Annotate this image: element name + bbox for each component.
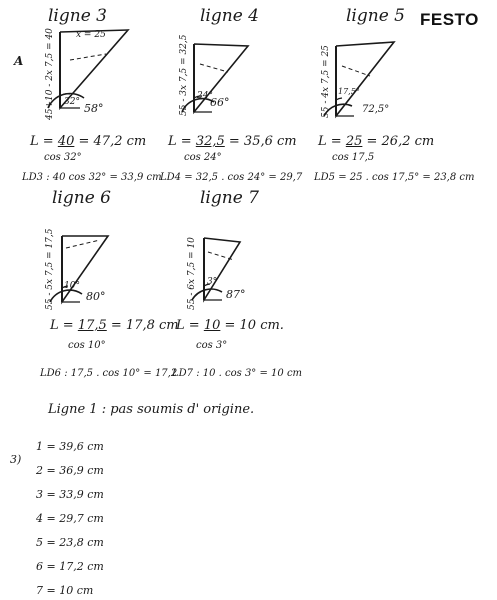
formula-denominator-ligne-5: cos 17,5 bbox=[332, 152, 375, 163]
formula-result: = 10 cm. bbox=[224, 318, 284, 333]
result-line-2: 2 = 36,9 cm bbox=[36, 464, 104, 477]
formula-numerator: 10 bbox=[203, 318, 221, 333]
length-formula-ligne-6 bbox=[50, 318, 179, 333]
inner-angle-ligne-5: 17,5° bbox=[338, 87, 360, 96]
triangle-diagram-ligne-5 bbox=[318, 24, 413, 124]
length-formula-ligne-3 bbox=[30, 134, 146, 149]
formula-prefix: L = bbox=[30, 134, 54, 149]
formula-result: = 26,2 cm bbox=[366, 134, 435, 149]
figure-title-ligne-5: ligne 5 bbox=[346, 6, 405, 26]
formula-denominator-ligne-3: cos 32° bbox=[44, 152, 82, 163]
formula-numerator: 32,5 bbox=[195, 134, 225, 149]
formula-numerator: 25 bbox=[345, 134, 363, 149]
result-line-1: 1 = 39,6 cm bbox=[36, 440, 104, 453]
result-line-3: 3 = 33,9 cm bbox=[36, 488, 104, 501]
figure-title-ligne-6: ligne 6 bbox=[52, 188, 111, 208]
ld-calc-ligne-6: LD6 : 17,5 . cos 10° = 17,2 bbox=[40, 368, 178, 379]
outer-angle-ligne-6: 80° bbox=[86, 290, 106, 303]
formula-prefix: L = bbox=[50, 318, 74, 333]
ld-calc-ligne-5: LD5 = 25 . cos 17,5° = 23,8 cm bbox=[314, 172, 475, 183]
outer-angle-ligne-7: 87° bbox=[226, 288, 246, 301]
triangle-diagram-ligne-3 bbox=[40, 24, 155, 120]
ligne1-note: Ligne 1 : pas soumis d' origine. bbox=[48, 402, 255, 417]
formula-denominator-ligne-7: cos 3° bbox=[196, 340, 228, 351]
side-label-ligne-3: 45+10 - 2x 7,5 = 40 bbox=[45, 28, 55, 120]
triangle-diagram-ligne-4 bbox=[178, 24, 268, 120]
triangle-diagram-ligne-6 bbox=[38, 218, 138, 314]
length-formula-ligne-7 bbox=[176, 318, 284, 333]
inner-angle-ligne-6: 10° bbox=[64, 281, 80, 291]
side-label-ligne-6: 55 - 5x 7,5 = 17,5 bbox=[45, 228, 55, 310]
formula-prefix: L = bbox=[318, 134, 342, 149]
ld-calc-ligne-7: LD7 : 10 . cos 3° = 10 cm bbox=[172, 368, 303, 379]
triangle-diagram-ligne-7 bbox=[182, 218, 272, 314]
side-label-ligne-4: 55 - 3x 7,5 = 32,5 bbox=[179, 34, 189, 116]
outer-angle-ligne-3: 58° bbox=[84, 102, 104, 115]
inner-angle-ligne-3: 32° bbox=[64, 97, 80, 107]
festo-logo: FESTO bbox=[420, 10, 479, 29]
result-line-5: 5 = 23,8 cm bbox=[36, 536, 104, 549]
formula-denominator-ligne-4: cos 24° bbox=[184, 152, 222, 163]
formula-numerator: 40 bbox=[57, 134, 75, 149]
side-label-ligne-5: 55 - 4x 7,5 = 25 bbox=[321, 45, 331, 118]
section-marker: A bbox=[14, 54, 24, 68]
ld-calc-ligne-3: LD3 : 40 cos 32° = 33,9 cm bbox=[22, 172, 162, 183]
side-label-ligne-7: 55 - 6x 7,5 = 10 bbox=[187, 237, 197, 310]
result-line-7: 7 = 10 cm bbox=[36, 584, 94, 597]
formula-prefix: L = bbox=[176, 318, 200, 333]
inner-angle-ligne-4: 24° bbox=[197, 91, 213, 101]
formula-result: = 35,6 cm bbox=[228, 134, 297, 149]
figure-title-ligne-4: ligne 4 bbox=[200, 6, 259, 26]
inner-angle-ligne-7: 3° bbox=[207, 277, 218, 287]
formula-result: = 17,8 cm bbox=[110, 318, 179, 333]
figure-title-ligne-7: ligne 7 bbox=[200, 188, 259, 208]
formula-result: = 47,2 cm bbox=[78, 134, 147, 149]
length-formula-ligne-4 bbox=[168, 134, 297, 149]
result-line-6: 6 = 17,2 cm bbox=[36, 560, 104, 573]
formula-prefix: L = bbox=[168, 134, 192, 149]
result-line-4: 4 = 29,7 cm bbox=[36, 512, 104, 525]
ld-calc-ligne-4: LD4 = 32,5 . cos 24° = 29,7 bbox=[160, 172, 303, 183]
outer-angle-ligne-5: 72,5° bbox=[362, 104, 390, 115]
top-label-ligne-3: x = 25 bbox=[76, 30, 106, 40]
length-formula-ligne-5 bbox=[318, 134, 434, 149]
formula-numerator: 17,5 bbox=[77, 318, 107, 333]
outer-angle-ligne-4: 66° bbox=[210, 96, 230, 109]
question-number: 3) bbox=[10, 453, 22, 466]
formula-denominator-ligne-6: cos 10° bbox=[68, 340, 106, 351]
figure-title-ligne-3: ligne 3 bbox=[48, 6, 107, 26]
